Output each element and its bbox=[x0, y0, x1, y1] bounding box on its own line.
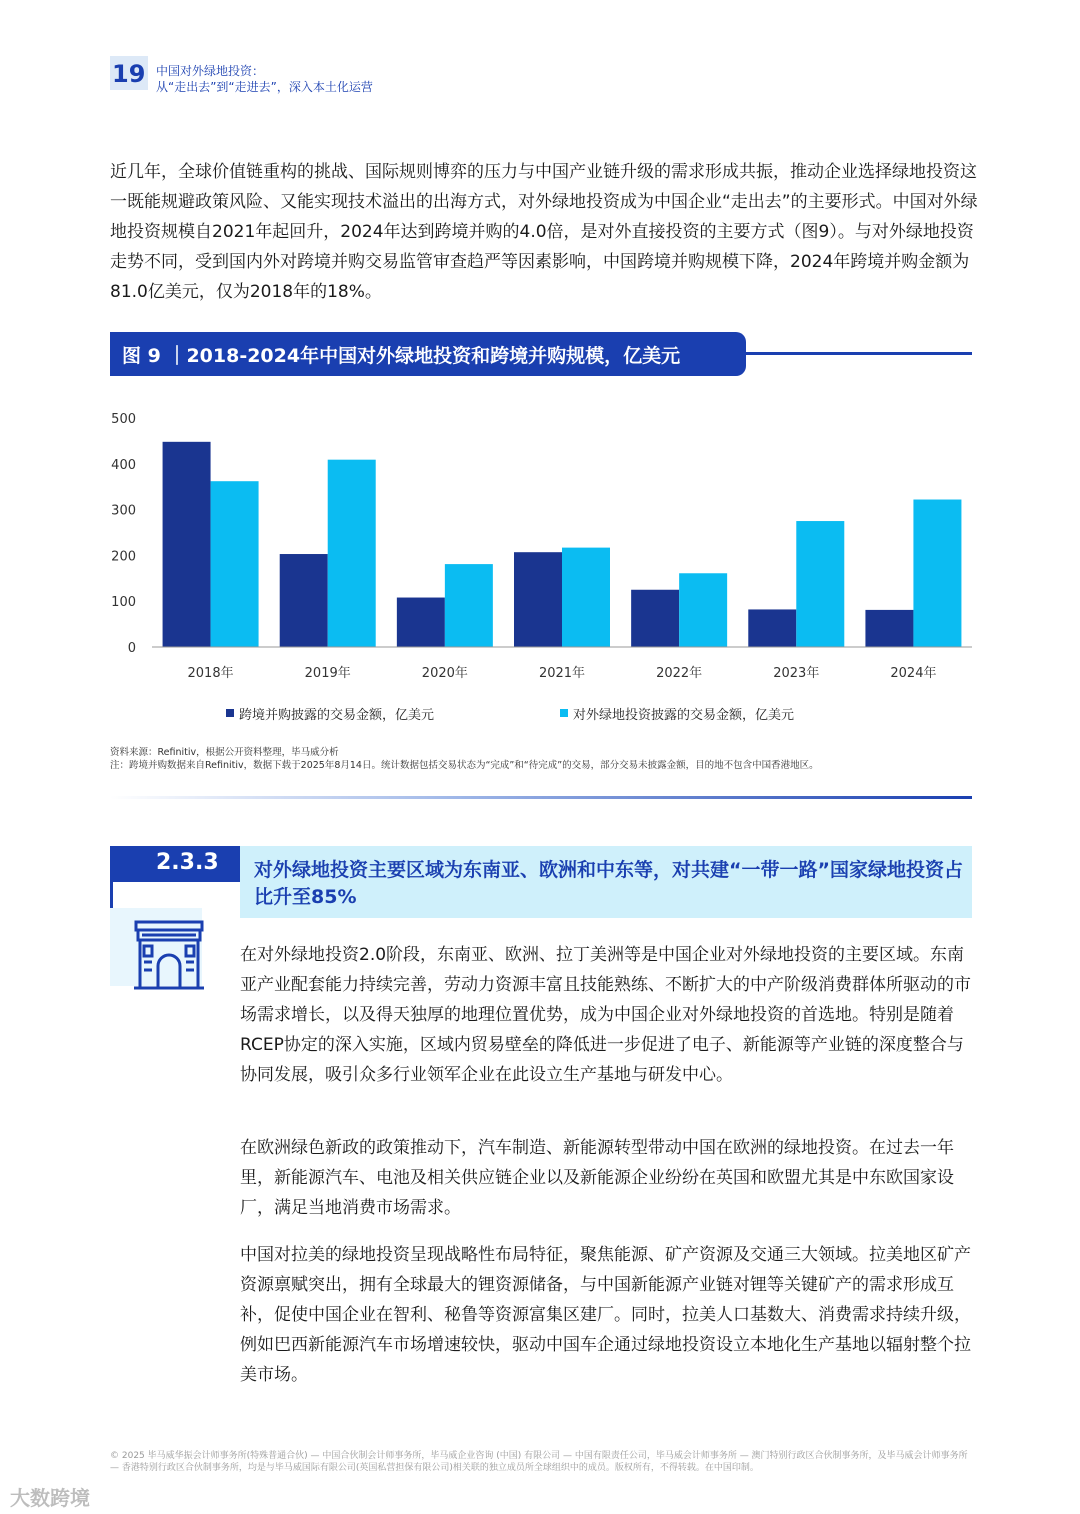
legend-swatch-greenfield bbox=[560, 709, 568, 717]
x-tick-label: 2022年 bbox=[656, 666, 703, 681]
bar-mna bbox=[280, 554, 328, 647]
bar-mna bbox=[865, 610, 913, 647]
watermark: 大数跨境 bbox=[10, 1486, 90, 1510]
y-tick-label: 100 bbox=[111, 595, 136, 611]
section-paragraph-1: 在对外绿地投资2.0阶段，东南亚、欧洲、拉丁美洲等是中国企业对外绿地投资的主要区域。东南亚产业配套能力持续完善，劳动力资源丰富且技能熟练、不断扩大的中产阶级消费群体所驱动的市场需求增长，以及得天独厚的地理位置优势，成为中国企业对外绿地投资的首选地。特别是随着RCEP协定的深入实施，区域内贸易壁垒的降低进一步促进了电子、新能源等产业链的深度整合与协同发展，吸引众多行业领军企业在此设立生产基地与研发中心。 bbox=[240, 945, 971, 1085]
y-tick-label: 500 bbox=[111, 412, 136, 427]
bar-greenfield bbox=[913, 500, 961, 647]
section-title: 对外绿地投资主要区域为东南亚、欧洲和中东等，对共建“一带一路”国家绿地投资占比升至85% bbox=[254, 859, 963, 908]
figure-title-rule bbox=[746, 352, 972, 355]
x-tick-label: 2024年 bbox=[890, 666, 937, 681]
bar-greenfield bbox=[211, 481, 259, 647]
section-separator bbox=[110, 796, 972, 799]
section-paragraph-3: 中国对拉美的绿地投资呈现战略性布局特征，聚焦能源、矿产资源及交通三大领域。拉美地区矿产资源禀赋突出，拥有全球最大的锂资源储备，与中国新能源产业链对锂等关键矿产的需求形成互补，促使中国企业在智利、秘鲁等资源富集区建厂。同时，拉美人口基数大、消费需求持续升级，例如巴西新能源汽车市场增速较快，驱动中国车企通过绿地投资设立本地化生产基地以辐射整个拉美市场。 bbox=[240, 1245, 971, 1385]
bar-mna bbox=[748, 609, 796, 647]
footnote: 注：跨境并购数据来自Refinitiv，数据下载于2025年8月14日。统计数据包括交易状态为“完成”和“待完成”的交易，部分交易未披露金额，目的地不包含中国香港地区。 bbox=[110, 760, 819, 771]
chart-bars bbox=[163, 442, 962, 647]
x-tick-label: 2021年 bbox=[538, 666, 586, 681]
bar-greenfield bbox=[796, 521, 844, 647]
y-tick-label: 200 bbox=[111, 549, 136, 565]
x-tick-label: 2023年 bbox=[773, 666, 820, 681]
intro-paragraph: 近几年，全球价值链重构的挑战、国际规则博弈的压力与中国产业链升级的需求形成共振，推动企业选择绿地投资这一既能规避政策风险、又能实现技术溢出的出海方式，对外绿地投资成为中国企业“走出去”的主要形式。中国对外绿地投资规模自2021年起回升，2024年达到跨境并购的4.0倍，是对外直接投资的主要方式（图9）。与对外绿地投资走势不同，受到国内外对跨境并购交易监管审查趋严等因素影响，中国跨境并购规模下降，2024年跨境并购金额为81.0亿美元，仅为2018年的18%。 bbox=[110, 162, 978, 302]
x-axis-ticks bbox=[188, 665, 937, 681]
section-paragraph-2: 在欧洲绿色新政的政策推动下，汽车制造、新能源转型带动中国在欧洲的绿地投资。在过去一年里，新能源汽车、电池及相关供应链企业以及新能源企业纷纷在英国和欧盟尤其是中东欧国家设厂，满足当地消费市场需求。 bbox=[240, 1138, 954, 1218]
legend-label-greenfield: 对外绿地投资披露的交易金额，亿美元 bbox=[573, 708, 795, 723]
section-number: 2.3.3 bbox=[156, 850, 219, 875]
source-note: 资料来源：Refinitiv，根据公开资料整理，毕马威分析 bbox=[110, 747, 339, 758]
y-tick-label: 300 bbox=[111, 503, 136, 519]
bar-greenfield bbox=[679, 573, 727, 647]
section-accent-line bbox=[110, 882, 113, 910]
y-tick-label: 400 bbox=[111, 457, 136, 473]
x-tick-label: 2018年 bbox=[187, 666, 234, 681]
bar-mna bbox=[397, 598, 445, 647]
x-tick-label: 2020年 bbox=[421, 666, 468, 681]
header-title-line1: 中国对外绿地投资： bbox=[156, 64, 265, 78]
bar-greenfield bbox=[445, 564, 493, 647]
bar-mna bbox=[631, 590, 679, 647]
bar-chart bbox=[100, 400, 980, 690]
y-axis-ticks bbox=[111, 412, 136, 656]
bar-greenfield bbox=[328, 460, 376, 647]
bar-greenfield bbox=[562, 548, 610, 647]
bar-mna bbox=[514, 552, 562, 647]
legend-label-mna: 跨境并购披露的交易金额，亿美元 bbox=[239, 708, 435, 723]
figure-title: 图 9 ｜2018-2024年中国对外绿地投资和跨境并购规模，亿美元 bbox=[122, 345, 681, 367]
arch-building-icon bbox=[132, 918, 206, 990]
x-tick-label: 2019年 bbox=[304, 666, 351, 681]
page-number: 19 bbox=[112, 60, 146, 88]
legend-swatch-mna bbox=[226, 709, 234, 717]
y-tick-label: 0 bbox=[127, 641, 136, 656]
bar-mna bbox=[163, 442, 211, 647]
copyright-text: © 2025 毕马威华振会计师事务所(特殊普通合伙) — 中国合伙制会计师事务所，毕马威企业咨询 (中国) 有限公司 — 中国有限责任公司，毕马威会计师事务所 — 澳门特别行政区合伙制事务所，及毕马威会计师事务所 — 香港特别行政区合伙制事务所，均是与毕马威国际有限公司(英国私营担保有限公司)相关联的独立成员所全球组织中的成员。版权所有，不得转载。在中国印制。 bbox=[110, 1451, 968, 1473]
header-title-line2: 从“走出去”到“走进去”，深入本土化运营 bbox=[156, 80, 373, 94]
